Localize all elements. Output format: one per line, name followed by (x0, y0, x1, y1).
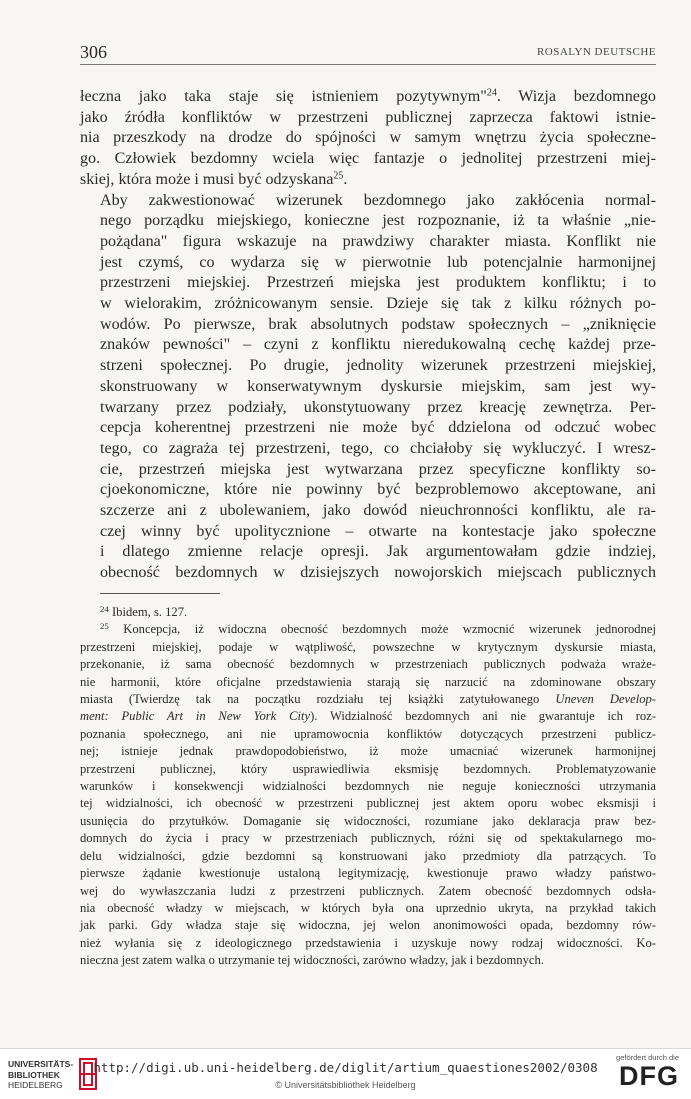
dfg-wordmark: DFG (619, 1061, 679, 1091)
page-header (80, 42, 656, 65)
dfg-caption: gefördert durch die (616, 1053, 679, 1062)
footer-bar (0, 1048, 691, 1099)
paragraph-1: łeczna jako taka staje się istnieniem pozytywnym"$^{24}$. Wizja bezdomnego jako źródła konfliktów w przestrzeni publicznej zaprzecza faktowi istnie- nia przeszkody na drodze do spójności w samym wnętrzu życia społeczne- go. Człowiek bezdomny wciela więc fantazje o jednolitej przestrzeni miej- skiej, która może i musi być odzyskana$^{25}$. (80, 87, 656, 188)
footnote-number: 25 (100, 621, 109, 632)
permalink-url[interactable]: http://digi.ub.uni-heidelberg.de/diglit/artium_quaestiones2002/0308 (93, 1060, 598, 1075)
footnote-ref-24[interactable]: 24 (486, 87, 497, 99)
footnote-rule (100, 593, 220, 594)
paragraph-2: Aby zakwestionować wizerunek bezdomnego jako zakłócenia normal- nego porządku miejskiego, konieczne jest rozpoznanie, iż ta właśnie „nie- pożądana" figura wskazuje na prawdziwy charakter miasta. Konflikt nie jest czymś, co wydarza się w pierwotnie lub potencjalnie harmonijnej przestrzeni miejskiej. Przestrzeń miejska jest produktem konfliktu; i to w wielorakim, zróżnicowanym sensie. Dzieje się tak z kilku różnych po- wodów. Po pierwsze, brak absolutnych podstaw społecznych – „zniknięcie znaków pewności" – czyni z konfliktu nieredukowalną cechę każdej prze- strzeni społecznej. Po drugie, jednolity wizerunek przestrzeni miejskiej, skonstruowany w konserwatywnym dyskursie miejskim, sam jest wy- twarzany przez podziały, ukonstytuowany przez kreację zewnętrza. Per- cepcja koherentnej przestrzeni nie może być ddzielona od odczuć wobec tego, co zagraża tej przestrzeni, tego, co chciałoby się wykluczyć. I wresz- cie, przestrzeń miejska jest wytwarzana przez specyficzne konflikty so- cjoekonomiczne, które nie powinny być bezproblemowo akceptowane, ani szczerze ani z ubolewaniem, jako dowód nieuchronności konfliktu, ale ra- czej winny być upolitycznione – otwarte na kontestacje jako społeczne i dlatego zmienne relacje opresji. Jak argumentowałam gdzie indziej, obecność bezdomnych w dzisiejszych nowojorskich miejscach publicznych (100, 191, 656, 582)
page-number: 306 (80, 42, 107, 62)
library-name: UNIVERSITÄTS- BIBLIOTHEK HEIDELBERG (8, 1059, 74, 1090)
footnote-ref-25[interactable]: 25 (333, 170, 344, 182)
footnotes (80, 604, 656, 970)
footnote-number: 24 (100, 604, 109, 615)
running-head: ROSALYN DEUTSCHE (536, 46, 656, 58)
body-text (80, 87, 656, 584)
footnote-24: $^{24}$ Ibidem, s. 127. (100, 604, 188, 619)
footnote-25: $^{25}$ Koncepcja, iż widoczna obecność bezdomnych może wzmocnić wizerunek jednorodnej przestrzeni miejskiej, podaje w wątpliwość, powszechne w krytycznym dyskursie miasta, przekonanie, iż sama obecność bezdomnych w przestrzeniach publicznych podważa wraże- nie harmonii, które oficjalne przedstawienia starają się narzucić na zdominowane obszary miasta (Twierdzę tak na początku rozdziału tej książki zatytułowanego Uneven Develop- ment: Public Art in New York City). Widzialność bezdomnych ani nie gwarantuje ich roz- poznania społecznego, ani nie upramowocnia konfliktów dotyczących przestrzeni publicz- nej; istnieje jednak prawdopodobieństwo, iż może umacniać wizerunek harmonijnej przestrzeni publicznej, który usprawiedliwia eksmisję bezdomnych. Problematyzowanie warunków i konsekwencji widzialności bezdomnych nie neguje konieczności utrzymania tej widzialności, ich obecność w przestrzeni publicznej jest aktem oporu wobec eksmisji i usunięcia do przytułków. Domaganie się widoczności, rozumiane jako deklaracja praw bez- domnych do życia i pracy w przestrzeniach publicznych, różni się od spektakularnego mo- delu widzialności, gdzie bezdomni są konstruowani jako przedmioty dla patrzących. To pierwsze żądanie kwestionuje ustaloną legitymizację, kwestionuje prawo władzy państwo- wej do wywłaszczania ludzi z przestrzeni publicznych. Zatem obecność bezdomnych odsła- nia obecność władzy w miejscach, w których była ona uprzednio ukryta, na przykład takich jak parki. Gdy władza staje się widoczna, jej welon anonimowości opada, bezdomny rów- nież wyłania się z ideologicznego przedstawienia i uzyskuje nowy rodzaj widoczności. Ko- nieczna jest zatem walka o utrzymanie tej widoczności, zarówno władzy, jak i bezdomnych. (80, 621, 656, 968)
cited-title: Uneven Develop- (555, 692, 656, 707)
cited-title-cont: ment: Public Art in New York City (80, 709, 311, 724)
copyright-notice: © Universitätsbibliothek Heidelberg (275, 1080, 416, 1090)
dfg-logo[interactable] (609, 1053, 679, 1095)
